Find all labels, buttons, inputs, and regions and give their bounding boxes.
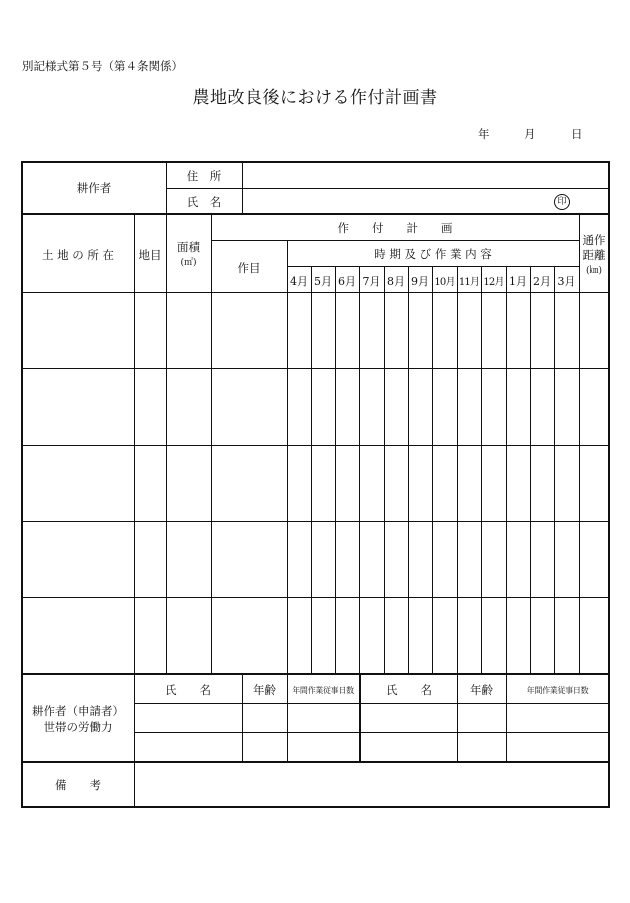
month-header: 10月 bbox=[434, 277, 455, 288]
month-line bbox=[457, 266, 458, 674]
plan-header: 作 付 計 画 bbox=[337, 221, 453, 235]
labor-name-header-2: 氏 名 bbox=[386, 683, 432, 697]
address-label: 住 所 bbox=[186, 169, 222, 183]
month-line bbox=[554, 266, 555, 674]
remarks-divider bbox=[134, 762, 135, 807]
row-line bbox=[22, 597, 609, 598]
land-type-header: 地目 bbox=[138, 248, 162, 262]
month-line bbox=[506, 266, 507, 674]
row-line bbox=[22, 521, 609, 522]
month-line bbox=[359, 266, 360, 674]
month-header: 3月 bbox=[557, 275, 576, 288]
labor-days-header-2: 年間作業従事日数 bbox=[526, 686, 589, 695]
applicant-row-divider bbox=[166, 188, 609, 189]
month-line bbox=[311, 266, 312, 674]
row-line bbox=[22, 368, 609, 369]
labor-label-1: 耕作者（申請者） bbox=[32, 704, 124, 718]
date-year-label: 年 bbox=[478, 127, 490, 141]
month-header: 5月 bbox=[314, 275, 332, 288]
period-header-line bbox=[287, 266, 579, 267]
distance-header-1: 通作 bbox=[582, 233, 606, 247]
month-line bbox=[335, 266, 336, 674]
seal-mark: 印 bbox=[554, 194, 570, 210]
labor-row-line bbox=[134, 732, 609, 733]
name-label: 氏 名 bbox=[186, 195, 222, 209]
applicant-bottom bbox=[21, 213, 610, 215]
month-header: 4月 bbox=[290, 275, 308, 288]
labor-row-line bbox=[134, 703, 609, 704]
labor-age-header-2: 年齢 bbox=[470, 683, 493, 697]
frame-bottom bbox=[21, 806, 610, 808]
col-line-crop bbox=[211, 214, 212, 674]
plan-header-line bbox=[211, 240, 579, 241]
header-bottom-line bbox=[22, 292, 609, 293]
applicant-label: 耕作者 bbox=[76, 181, 112, 195]
remarks-label: 備 考 bbox=[55, 778, 101, 792]
row-line bbox=[22, 445, 609, 446]
col-line-land-type bbox=[134, 214, 135, 674]
frame-top bbox=[21, 161, 610, 163]
month-line bbox=[384, 266, 385, 674]
labor-bottom bbox=[21, 761, 610, 763]
month-header: 11月 bbox=[458, 277, 480, 288]
area-header: 面積 bbox=[177, 240, 200, 254]
distance-unit: (㎞) bbox=[585, 266, 603, 276]
labor-days-header: 年間作業従事日数 bbox=[292, 686, 354, 695]
plan-bottom bbox=[21, 673, 610, 675]
month-header: 9月 bbox=[411, 275, 429, 288]
month-line bbox=[481, 266, 482, 674]
month-header: 1月 bbox=[509, 275, 527, 288]
labor-label-2: 世帯の労働力 bbox=[43, 720, 113, 734]
document-title: 農地改良後における作付計画書 bbox=[192, 88, 438, 108]
month-header: 6月 bbox=[338, 275, 356, 288]
col-line-period bbox=[287, 240, 288, 674]
distance-header-2: 距離 bbox=[582, 248, 606, 262]
month-line bbox=[408, 266, 409, 674]
labor-age-header: 年齢 bbox=[253, 683, 276, 697]
date-day-label: 日 bbox=[571, 127, 583, 141]
col-line-area bbox=[166, 214, 167, 674]
month-line bbox=[530, 266, 531, 674]
col-line-distance bbox=[579, 214, 580, 674]
month-header: 7月 bbox=[362, 275, 381, 288]
date-month-label: 月 bbox=[524, 127, 536, 141]
crop-header: 作目 bbox=[237, 261, 261, 275]
labor-name-header: 氏 名 bbox=[165, 683, 211, 697]
period-header: 時 期 及 び 作 業 内 容 bbox=[374, 247, 492, 261]
month-header: 8月 bbox=[387, 275, 405, 288]
month-header: 2月 bbox=[533, 275, 551, 288]
location-header: 土 地 の 所 在 bbox=[41, 248, 115, 262]
month-header: 12月 bbox=[483, 277, 504, 288]
area-unit: (㎡) bbox=[180, 258, 197, 268]
month-line bbox=[432, 266, 433, 674]
form-reference: 別記様式第５号（第４条関係） bbox=[22, 59, 183, 73]
